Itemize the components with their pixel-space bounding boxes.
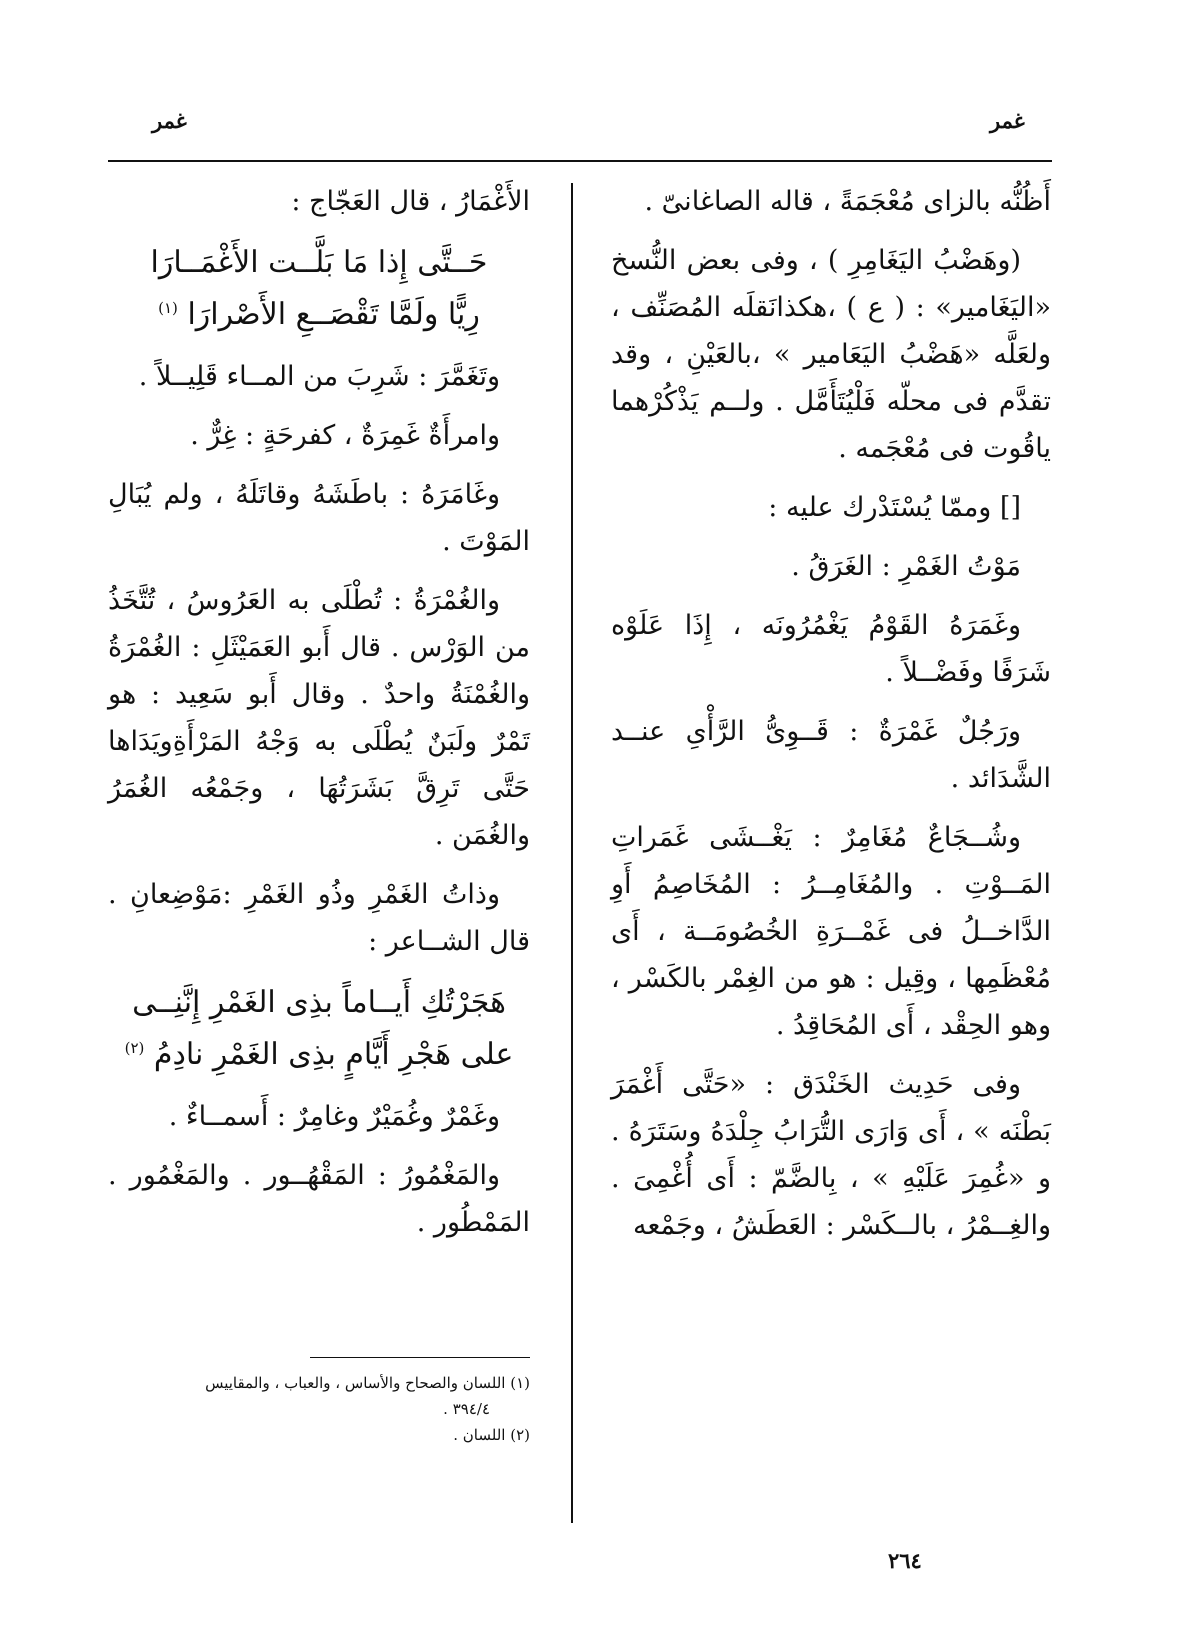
paragraph: وفى حَدِيث الخَنْدَق : «حَتَّى أَغْمَرَ بَطْنَه » ، أَى وَارَى التُّرَابُ جِلْدَهُ وسَتَرَهُ . و «غُمِرَ عَلَيْهِ » ، بِالضَّمّ : أَى أُغْمِىَ . والغِــمْرُ ، بالــكَسْر : العَطَشُ ، وجَمْعه [611, 1069, 1051, 1241]
verse-text: رِيًّا ولَمَّا تَقْصَــعِ الأَصْرارَا [187, 297, 480, 332]
verse-line [108, 1029, 530, 1081]
header-rule [108, 160, 1052, 162]
paragraph: [] وممّا يُسْتَدْرك عليه : [768, 492, 1021, 523]
paragraph: وشُــجَاعٌ مُغَامِرٌ : يَغْــشَى غَمَراتِ المَــوْتِ . والمُغَامِــرُ : المُخَاصِمُ أَوِ الدَّاخــلُ فى غَمْــرَةِ الخُصُومَــة ، أَى مُعْظَمِها ، وقِيل : هو من الغِمْر بالكَسْر ، وهو الحِقْد ، أَى المُحَاقِدُ . [611, 822, 1051, 1041]
paragraph: وتَغَمَّرَ : شَرِبَ من المــاء قَلِيــلاً . [138, 361, 500, 392]
paragraph: أَظُنُّه بالزاى مُعْجَمَةً ، قاله الصاغانىّ . [644, 186, 1051, 217]
running-head-left: غمر [152, 108, 187, 133]
column-divider [571, 183, 573, 1523]
paragraph: وامرأَةٌ غَمِرَةٌ ، كفرحَةٍ : غِرٌّ . [190, 420, 500, 451]
running-head-right: غمر [990, 108, 1025, 133]
verse-text: على هَجْرِ أَيَّامٍ بذِى الغَمْرِ نادِمُ [153, 1037, 514, 1072]
footnote-ref: (٢) [124, 1039, 145, 1057]
paragraph: الأَغْمَارُ ، قال العَجّاج : [291, 186, 530, 217]
footnote-1: (١) اللسان والصحاح والأساس ، والعباب ، والمقاييس [205, 1374, 530, 1392]
paragraph: والمَغْمُورُ : المَقْهُــور . والمَغْمُور . المَمْطُور . [108, 1160, 530, 1238]
verse-line: حَــتَّى إِذا مَا بَلَّــت الأَغْمَــارَا [150, 245, 488, 280]
footnote-1-continued: ٣٩٤/٤ . [443, 1400, 490, 1418]
footnote-2: (٢) اللسان . [453, 1426, 530, 1444]
right-column [611, 178, 1051, 1261]
footnote-rule [310, 1357, 530, 1358]
verse-line: هَجَرْتُكِ أَيــاماً بذِى الغَمْرِ إِنَّنِــى [132, 985, 506, 1020]
paragraph: (وهَضْبُ اليَغَامِرِ ) ، وفى بعض النُّسخ «اليَغَامير» : ( ع ) ،هكذانَقلَه المُصَنِّف ، ولعَلَّه «هَضْبُ اليَعَامير » ،بالعَيْنِ ، وقد تقدَّم فى محلّه فَلْيُتَأَمَّل . ولــم يَذْكُرْهما ياقُوت فى مُعْجَمه . [611, 245, 1051, 464]
paragraph: وغَمْرٌ وغُمَيْرٌ وغامِرٌ : أَسمــاءٌ . [168, 1101, 500, 1132]
paragraph: وذاتُ الغَمْرِ وذُو الغَمْرِ :مَوْضِعانِ . قال الشــاعر : [108, 879, 530, 957]
paragraph: وغَمَرَهُ القَوْمُ يَغْمُرُونَه ، إِذَا عَلَوْه شَرَفًا وفَضْــلاً . [611, 610, 1051, 688]
footnotes [100, 1370, 530, 1448]
paragraph: مَوْتُ الغَمْرِ : الغَرَقُ . [791, 551, 1021, 582]
left-column [108, 178, 530, 1258]
verse-line [108, 289, 530, 341]
paragraph: وغَامَرَهُ : باطَشَهُ وقاتَلَهُ ، ولم يُبَالِ المَوْتَ . [108, 479, 530, 557]
paragraph: والغُمْرَةُ : تُطْلَى به العَرُوسُ ، تُتَّخَذُ من الوَرْس . قال أَبو العَمَيْثَلِ : الغُمْرَةُ والغُمْنَةُ واحدٌ . وقال أَبو سَعِيد : هو تَمْرٌ ولَبَنٌ يُطْلَى به وَجْهُ المَرْأَةِويَدَاها حَتَّى تَرِقَّ بَشَرَتُهَا ، وجَمْعُه الغُمَرُ والغُمَن . [108, 585, 530, 851]
footnote-ref: (١) [158, 299, 178, 317]
page-number: ٢٦٤ [888, 1548, 922, 1573]
paragraph: ورَجُلٌ غَمْرَةٌ : قَــوِىُّ الرَّأْىِ عنــد الشَّدَائد . [611, 716, 1051, 794]
